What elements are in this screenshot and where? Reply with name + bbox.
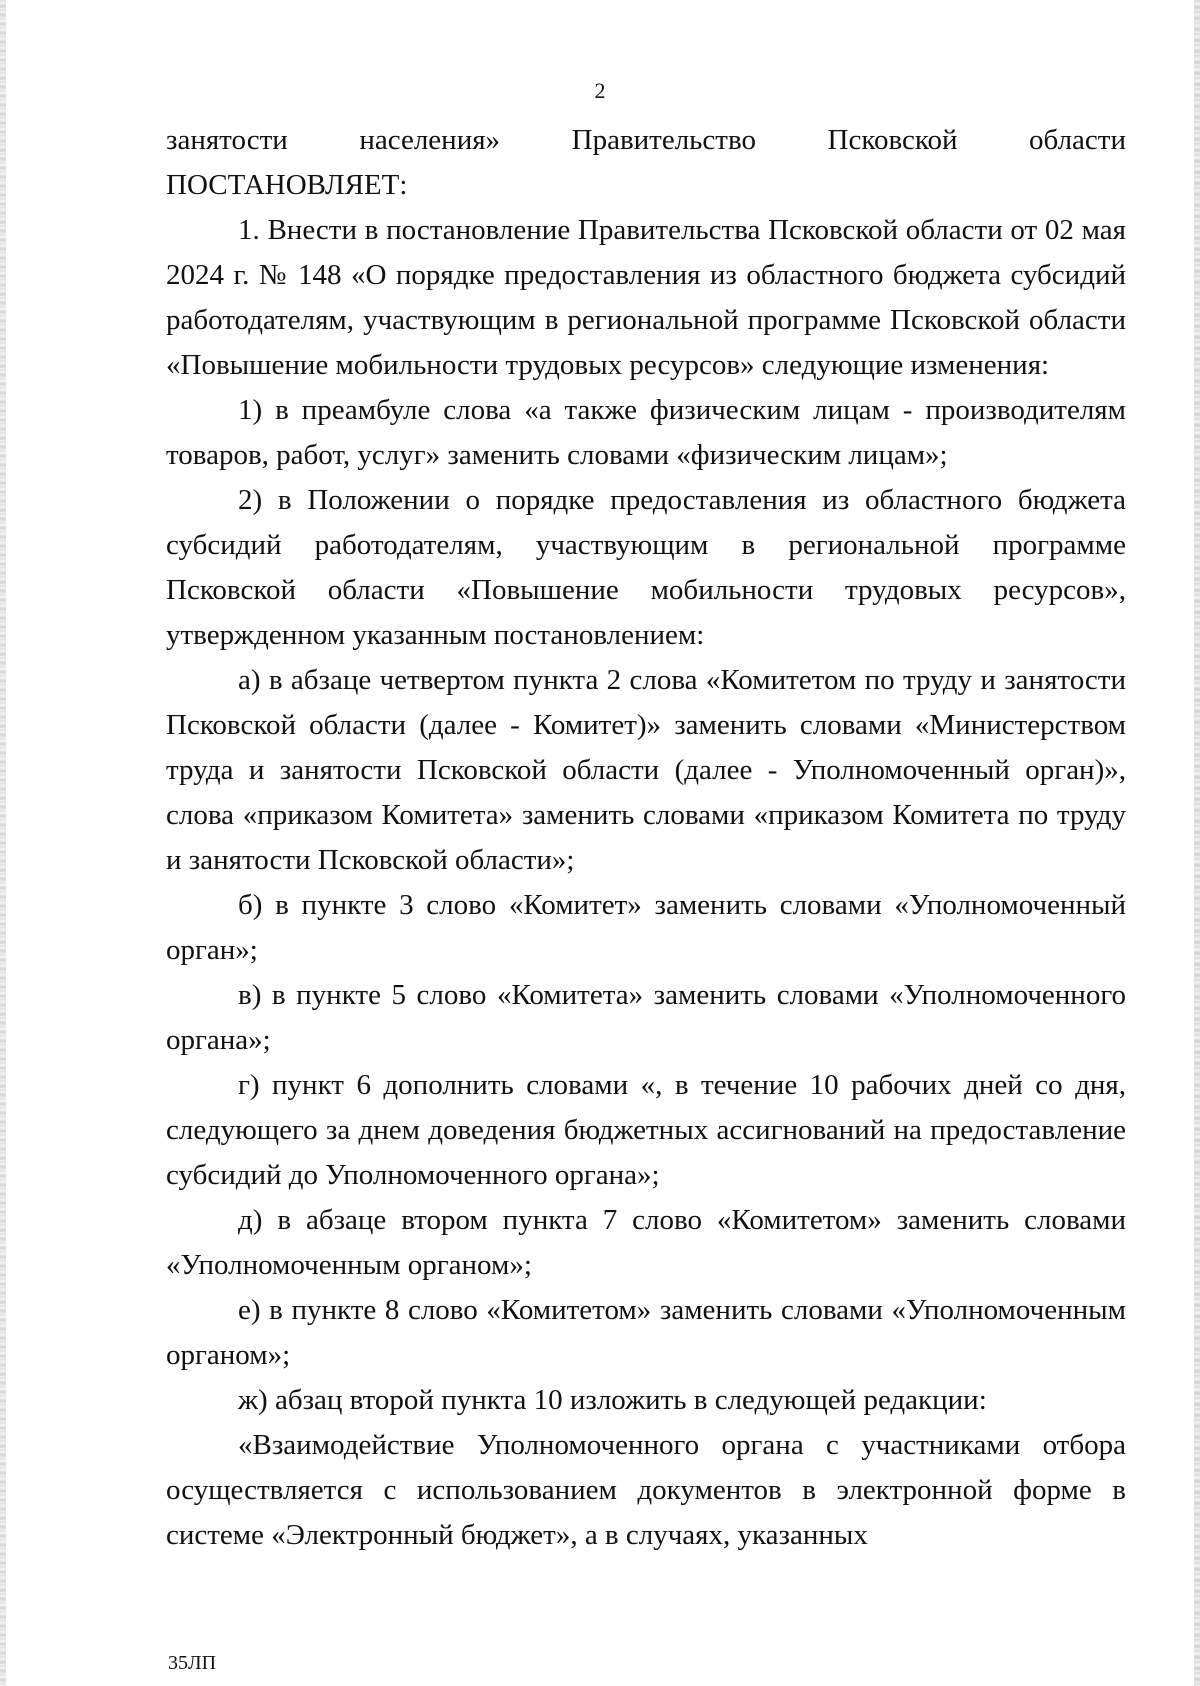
paragraph-subitem-v: в) в пункте 5 слово «Комитета» заменить словами «Уполномоченного органа»;	[166, 979, 1126, 1056]
paragraph-resolves: ПОСТАНОВЛЯЕТ:	[166, 169, 408, 201]
page-number: 2	[594, 78, 606, 103]
paragraph-subitem-a: а) в абзаце четвертом пункта 2 слова «Комитетом по труду и занятости Псковской области (далее - Комитет)» заменить словами «Министерством труда и занятости Псковской области (далее - Уполномоченный орган)», слова «приказом Комитета» заменить словами «приказом Комитета по труду и занятости Псковской области»;	[166, 664, 1126, 876]
paragraph-quoted-text: «Взаимодействие Уполномоченного органа с участниками отбора осуществляется с использованием документов в электронной форме в системе «Электронный бюджет», а в случаях, указанных	[166, 1429, 1126, 1551]
scan-edge-left	[0, 0, 6, 1686]
paragraph-subitem-2: 2) в Положении о порядке предоставления из областного бюджета субсидий работодателям, участвующим в региональной программе Псковской области «Повышение мобильности трудовых ресурсов», утвержденном указанным постановлением:	[166, 484, 1126, 651]
paragraph-subitem-b: б) в пункте 3 слово «Комитет» заменить словами «Уполномоченный орган»;	[166, 889, 1126, 966]
document-body	[166, 118, 1126, 1558]
paragraph-subitem-d: д) в абзаце втором пункта 7 слово «Комитетом» заменить словами «Уполномоченным органом»;	[166, 1204, 1126, 1281]
paragraph-subitem-e: е) в пункте 8 слово «Комитетом» заменить словами «Уполномоченным органом»;	[166, 1294, 1126, 1371]
paragraph-continuation: занятости населения» Правительство Псковской области	[166, 124, 1126, 156]
paragraph-subitem-1: 1) в преамбуле слова «а также физическим лицам - производителям товаров, работ, услуг» заменить словами «физическим лицам»;	[166, 394, 1126, 471]
scan-edge-right	[1194, 0, 1200, 1686]
footer-document-code: 35ЛП	[168, 1652, 217, 1674]
paragraph-subitem-g: г) пункт 6 дополнить словами «, в течение 10 рабочих дней со дня, следующего за днем доведения бюджетных ассигнований на предоставление субсидий до Уполномоченного органа»;	[166, 1069, 1126, 1191]
paragraph-subitem-zh: ж) абзац второй пункта 10 изложить в следующей редакции:	[238, 1384, 987, 1416]
paragraph-item-1: 1. Внести в постановление Правительства Псковской области от 02 мая 2024 г. № 148 «О порядке предоставления из областного бюджета субсидий работодателям, участвующим в региональной программе Псковской области «Повышение мобильности трудовых ресурсов» следующие изменения:	[166, 214, 1126, 381]
